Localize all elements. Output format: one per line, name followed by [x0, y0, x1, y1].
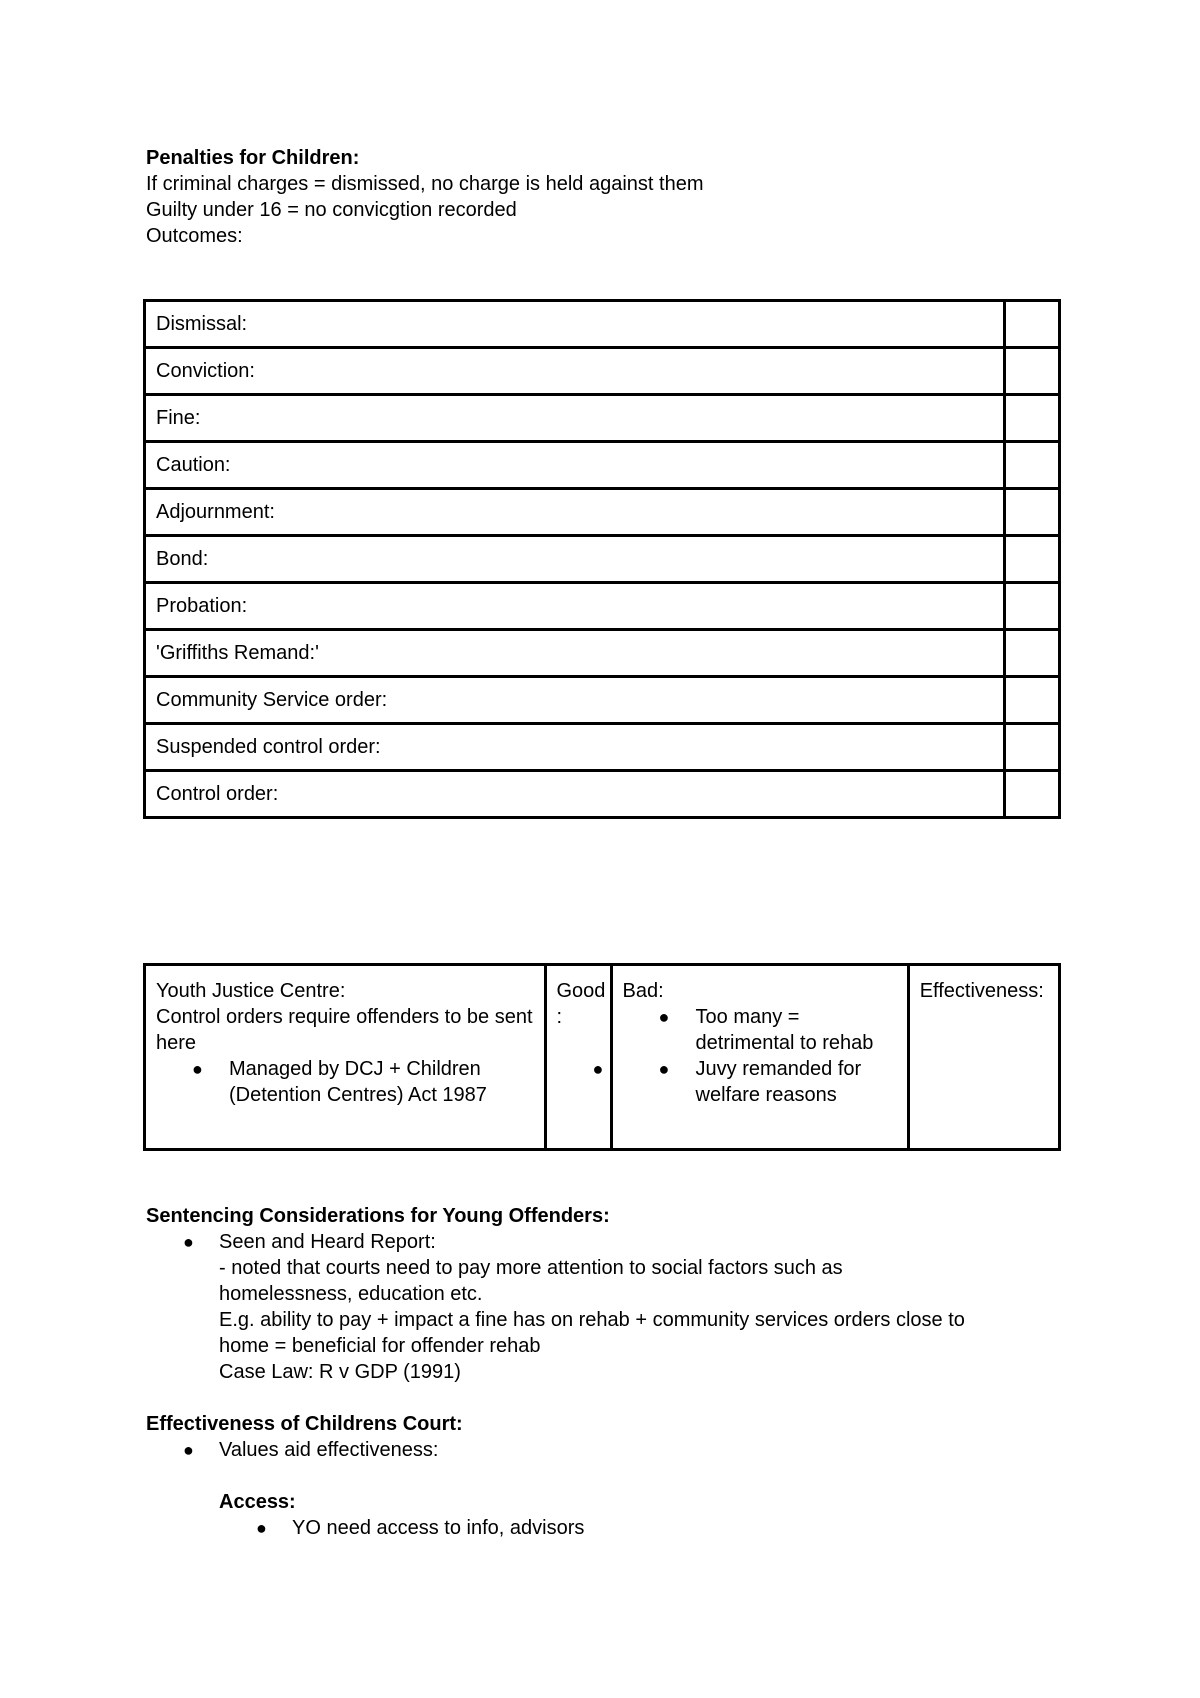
- table-row: [145, 348, 1060, 395]
- table-row: [145, 724, 1060, 771]
- yjc-good-cell: [545, 965, 611, 1150]
- outcome-cell: [1005, 677, 1060, 724]
- sentencing-line: - noted that courts need to pay more attention to social factors such as: [219, 1257, 843, 1279]
- outcome-cell: [1005, 348, 1060, 395]
- table-row: [145, 677, 1060, 724]
- outcome-label: Probation:: [145, 583, 1005, 630]
- bullet-icon: ●: [592, 1059, 604, 1079]
- sentencing-line: Case Law: R v GDP (1991): [219, 1361, 461, 1383]
- sentencing-bullet-text: Seen and Heard Report:: [219, 1231, 436, 1253]
- table-row: [145, 442, 1060, 489]
- list-item: [219, 1515, 1066, 1541]
- penalties-heading: Penalties for Children:: [146, 147, 360, 169]
- blank-line: [219, 1463, 1066, 1489]
- table-row: [145, 583, 1060, 630]
- yjc-bad-item: Too many = detrimental to rehab: [695, 1006, 874, 1054]
- yjc-description-cell: [145, 965, 546, 1150]
- table-row: [145, 630, 1060, 677]
- yjc-bullet-list: [156, 1056, 536, 1108]
- penalties-line-2: Guilty under 16 = no convicgtion recorded: [146, 199, 517, 221]
- penalties-intro: [146, 145, 704, 249]
- yjc-text: Control orders require offenders to be sent here: [156, 1006, 533, 1054]
- yjc-bullet-text: Managed by DCJ + Children (Detention Centres) Act 1987: [229, 1058, 487, 1106]
- table-row: [145, 771, 1060, 818]
- yjc-effectiveness-title: Effectiveness:: [919, 980, 1044, 1002]
- yjc-bad-item: Juvy remanded for welfare reasons: [695, 1058, 862, 1106]
- outcome-cell: [1005, 630, 1060, 677]
- access-subheading: Access:: [219, 1491, 296, 1513]
- list-item: [146, 1437, 1066, 1541]
- penalties-line-3: Outcomes:: [146, 225, 243, 247]
- effectiveness-bullet-text: Values aid effectiveness:: [219, 1439, 439, 1461]
- yjc-bad-list: [623, 1004, 899, 1108]
- effectiveness-list: [146, 1437, 1066, 1541]
- sentencing-line: E.g. ability to pay + impact a fine has on rehab + community services orders close to: [219, 1309, 965, 1331]
- yjc-title: Youth Justice Centre:: [156, 980, 346, 1002]
- outcome-cell: [1005, 724, 1060, 771]
- bullet-icon: ●: [256, 1518, 267, 1538]
- list-item: [156, 1056, 536, 1108]
- yjc-effectiveness-cell: [908, 965, 1059, 1150]
- list-item: [146, 1229, 1066, 1385]
- penalties-line-1: If criminal charges = dismissed, no charge is held against them: [146, 173, 704, 195]
- outcome-label: Fine:: [145, 395, 1005, 442]
- access-list: [219, 1515, 1066, 1541]
- table-row: [145, 395, 1060, 442]
- access-bullet-text: YO need access to info, advisors: [292, 1517, 585, 1539]
- outcome-label: Dismissal:: [145, 301, 1005, 348]
- yjc-bad-title: Bad:: [622, 980, 664, 1002]
- sentencing-heading: Sentencing Considerations for Young Offenders:: [146, 1205, 610, 1227]
- outcome-label: Suspended control order:: [145, 724, 1005, 771]
- outcome-label: Community Service order:: [145, 677, 1005, 724]
- list-item: [623, 1004, 899, 1056]
- bullet-icon: ●: [192, 1059, 203, 1079]
- outcome-label: Conviction:: [145, 348, 1005, 395]
- sentencing-list: [146, 1229, 1066, 1385]
- effectiveness-section: [146, 1411, 1066, 1541]
- yjc-good-title: Good :: [556, 980, 606, 1028]
- bullet-icon: ●: [658, 1007, 670, 1027]
- outcome-label: 'Griffiths Remand:': [145, 630, 1005, 677]
- sentencing-line: home = beneficial for offender rehab: [219, 1335, 541, 1357]
- table-row: [145, 536, 1060, 583]
- outcome-cell: [1005, 583, 1060, 630]
- outcome-cell: [1005, 489, 1060, 536]
- table-row: [145, 965, 1060, 1150]
- table-row: [145, 489, 1060, 536]
- outcome-cell: [1005, 536, 1060, 583]
- outcome-label: Caution:: [145, 442, 1005, 489]
- outcome-cell: [1005, 395, 1060, 442]
- effectiveness-heading: Effectiveness of Childrens Court:: [146, 1413, 463, 1435]
- bullet-icon: ●: [183, 1232, 194, 1252]
- bullet-icon: ●: [658, 1059, 670, 1079]
- yjc-bad-cell: [611, 965, 908, 1150]
- list-item: [623, 1056, 899, 1108]
- outcome-label: Adjournment:: [145, 489, 1005, 536]
- outcomes-table: [143, 299, 1061, 819]
- sentencing-line: homelessness, education etc.: [219, 1283, 483, 1305]
- outcome-cell: [1005, 771, 1060, 818]
- sentencing-section: [146, 1203, 1066, 1385]
- table-row: [145, 301, 1060, 348]
- outcome-cell: [1005, 301, 1060, 348]
- outcome-cell: [1005, 442, 1060, 489]
- youth-justice-table: [143, 963, 1061, 1151]
- bullet-icon: ●: [183, 1440, 194, 1460]
- outcome-label: Bond:: [145, 536, 1005, 583]
- outcome-label: Control order:: [145, 771, 1005, 818]
